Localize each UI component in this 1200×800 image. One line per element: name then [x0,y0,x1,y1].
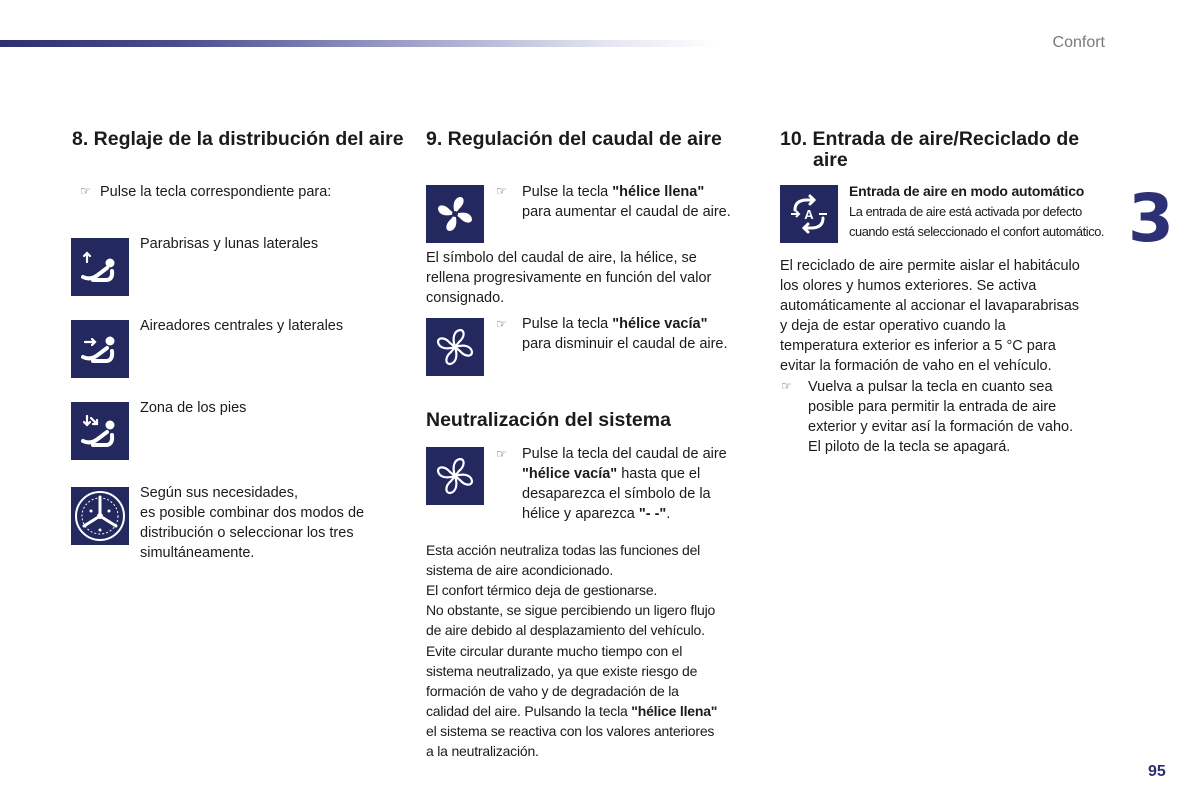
distribution-item-label: Aireadores centrales y laterales [140,318,344,334]
text-line: formación de vaho y de degradación de la [426,683,679,699]
page-number: 95 [1148,763,1166,780]
text-fragment: hélice y aparezca [522,506,639,522]
feet-airflow-icon [71,402,129,460]
text-line: distribución o seleccionar los tres [140,525,354,541]
text-line [522,504,670,524]
fan-empty-icon [426,447,484,505]
text-line: El piloto de la tecla se apagará. [808,439,1011,455]
text-line: sistema de aire acondicionado. [426,562,614,578]
text-line: Vuelva a pulsar la tecla en cuanto sea [808,379,1053,395]
pointer-bullet-icon: ☞ [80,184,91,198]
windscreen-airflow-icon [71,238,129,296]
text-line: El confort térmico deja de gestionarse. [426,582,658,598]
text-line [426,701,717,721]
auto-mode-line: cuando está seleccionado el confort automático. [849,224,1105,239]
svg-text:A: A [804,207,814,222]
distribution-item-label: Zona de los pies [140,400,247,416]
text-line: el sistema se reactiva con los valores anteriores [426,723,715,739]
neutralization-title: Neutralización del sistema [426,409,671,431]
text-fragment: hasta que el [617,466,701,482]
text-line: exterior y evitar así la formación de vaho. [808,419,1074,435]
fan-full-icon [426,185,484,243]
text-fragment: Pulse la tecla [522,316,613,332]
text-line: Esta acción neutraliza todas las funciones del [426,542,701,558]
text-line: rellena progresivamente en función del valor [426,270,712,286]
pointer-bullet-icon: ☞ [496,317,507,331]
face-airflow-icon [71,320,129,378]
text-line: simultáneamente. [140,545,255,561]
text-line: desaparezca el símbolo de la [522,486,711,502]
section-10-title-cont: aire [813,149,848,171]
text-line: Evite circular durante mucho tiempo con el [426,643,683,659]
text-line: y deja de estar operativo cuando la [780,318,1006,334]
fan-empty-key-label: "hélice vacía" [612,316,708,332]
pointer-bullet-icon: ☞ [781,379,792,393]
dashes-symbol: "- -" [638,506,667,522]
section-8-title: 8. Reglaje de la distribución del aire [72,128,404,150]
chapter-number: 3 [1128,180,1172,257]
text-line: consignado. [426,290,505,306]
decrease-flow-line2: para disminuir el caudal de aire. [522,336,728,352]
increase-flow-line1 [522,182,704,202]
text-line: sistema neutralizado, ya que existe riesgo de [426,663,698,679]
text-fragment: Pulse la tecla [522,184,613,200]
fan-empty-key-label: "hélice vacía" [522,466,618,482]
fan-full-key-label: "hélice llena" [612,184,705,200]
text-line: temperatura exterior es inferior a 5 °C para [780,338,1056,354]
text-line: posible para permitir la entrada de aire [808,399,1057,415]
section-9-title: 9. Regulación del caudal de aire [426,128,722,150]
text-line: de aire debido al desplazamiento del vehículo. [426,622,705,638]
text-line: El símbolo del caudal de aire, la hélice, se [426,250,697,266]
text-line: No obstante, se sigue percibiendo un ligero flujo [426,602,716,618]
increase-flow-line2: para aumentar el caudal de aire. [522,204,731,220]
auto-mode-line: La entrada de aire está activada por defecto [849,204,1082,219]
text-fragment: . [666,506,671,522]
header-gradient-bar [0,40,720,47]
text-line: es posible combinar dos modos de [140,505,365,521]
text-fragment: calidad del aire. Pulsando la tecla [426,703,632,719]
text-line: a la neutralización. [426,743,539,759]
pointer-bullet-icon: ☞ [496,447,507,461]
decrease-flow-line1 [522,314,707,334]
section-10-title: 10. Entrada de aire/Reciclado de [780,128,1080,150]
text-line: evitar la formación de vaho en el vehículo. [780,358,1052,374]
fan-empty-icon [426,318,484,376]
text-line [522,464,700,484]
distribution-item-label: Parabrisas y lunas laterales [140,236,319,252]
text-line: automáticamente al accionar el lavaparabrisas [780,298,1080,314]
section-title: Confort [1052,34,1105,51]
air-distribution-dial-icon [71,487,129,545]
pointer-bullet-icon: ☞ [496,184,507,198]
air-recirculation-auto-icon [780,185,838,243]
text-line: los olores y humos exteriores. Se activa [780,278,1037,294]
fan-full-key-label: "hélice llena" [631,703,718,719]
text-line: Pulse la tecla del caudal de aire [522,446,727,462]
text-line: El reciclado de aire permite aislar el habitáculo [780,258,1080,274]
text-line: Según sus necesidades, [140,485,298,501]
auto-mode-title: Entrada de aire en modo automático [849,183,1085,199]
col1-intro: Pulse la tecla correspondiente para: [100,184,332,200]
